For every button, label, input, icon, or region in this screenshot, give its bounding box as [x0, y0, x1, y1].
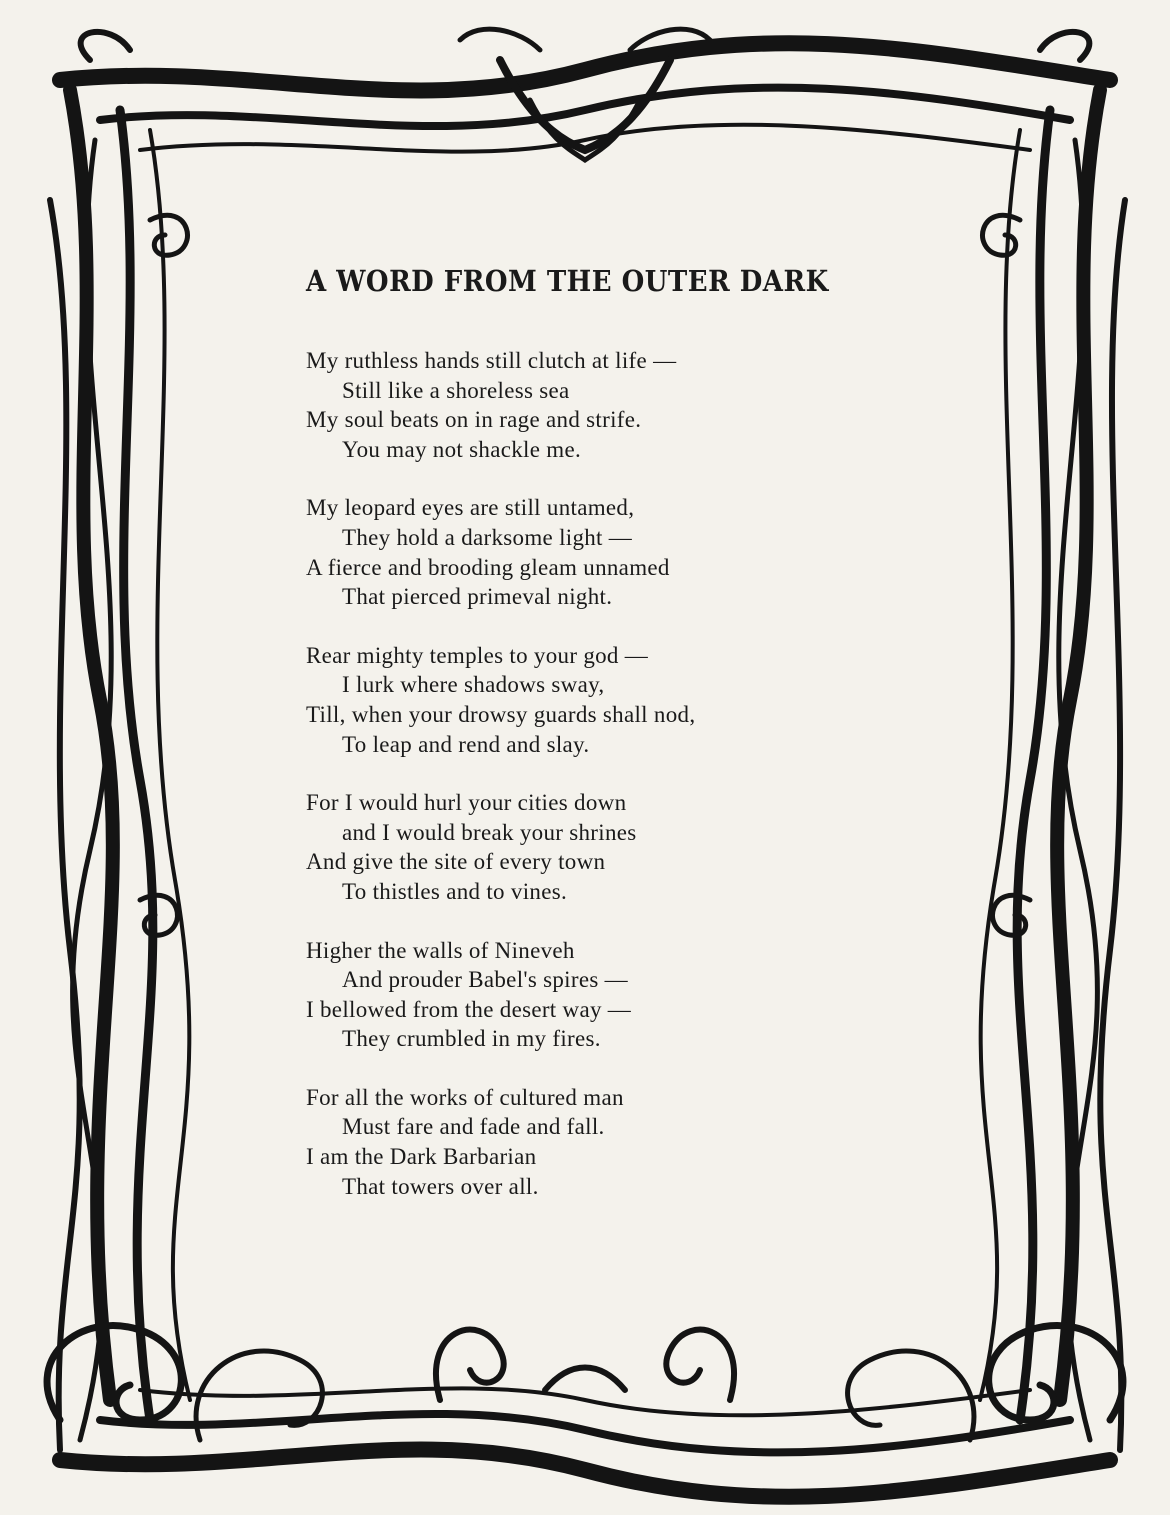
poem-title: A WORD FROM THE OUTER DARK [306, 265, 829, 299]
poem-line: Still like a shoreless sea [342, 377, 570, 403]
poem [306, 262, 946, 1230]
poem-line: For I would hurl your cities down [306, 790, 627, 816]
poem-line: To leap and rend and slay. [342, 731, 590, 757]
stanza-5 [306, 936, 946, 1054]
poem-line: My leopard eyes are still untamed, [306, 495, 635, 521]
poem-line: That towers over all. [342, 1173, 539, 1199]
poem-line: A fierce and brooding gleam unnamed [306, 554, 670, 580]
poem-line: My soul beats on in rage and strife. [306, 407, 642, 433]
poem-line: I bellowed from the desert way — [306, 996, 632, 1022]
poem-line: And prouder Babel's spires — [342, 967, 628, 993]
poem-line: For all the works of cultured man [306, 1084, 624, 1110]
poem-line: You may not shackle me. [342, 436, 582, 462]
poem-line: Must fare and fade and fall. [342, 1114, 605, 1140]
stanza-3 [306, 641, 946, 759]
poem-line: They hold a darksome light — [342, 524, 633, 550]
poem-line: To thistles and to vines. [342, 878, 568, 904]
poem-line: Till, when your drowsy guards shall nod, [306, 701, 696, 727]
poem-line: Rear mighty temples to your god — [306, 642, 649, 668]
poem-line: Higher the walls of Nineveh [306, 937, 575, 963]
poem-line: I lurk where shadows sway, [342, 672, 605, 698]
poem-line: And give the site of every town [306, 849, 606, 875]
stanza-2 [306, 493, 946, 611]
stanza-1 [306, 346, 946, 464]
poem-line: My ruthless hands still clutch at life — [306, 348, 677, 373]
poem-line: They crumbled in my fires. [342, 1026, 601, 1052]
stanza-4 [306, 788, 946, 906]
poem-line: I am the Dark Barbarian [306, 1144, 537, 1170]
poem-line: and I would break your shrines [342, 819, 637, 845]
poem-line: That pierced primeval night. [342, 584, 613, 610]
stanza-6 [306, 1083, 946, 1201]
